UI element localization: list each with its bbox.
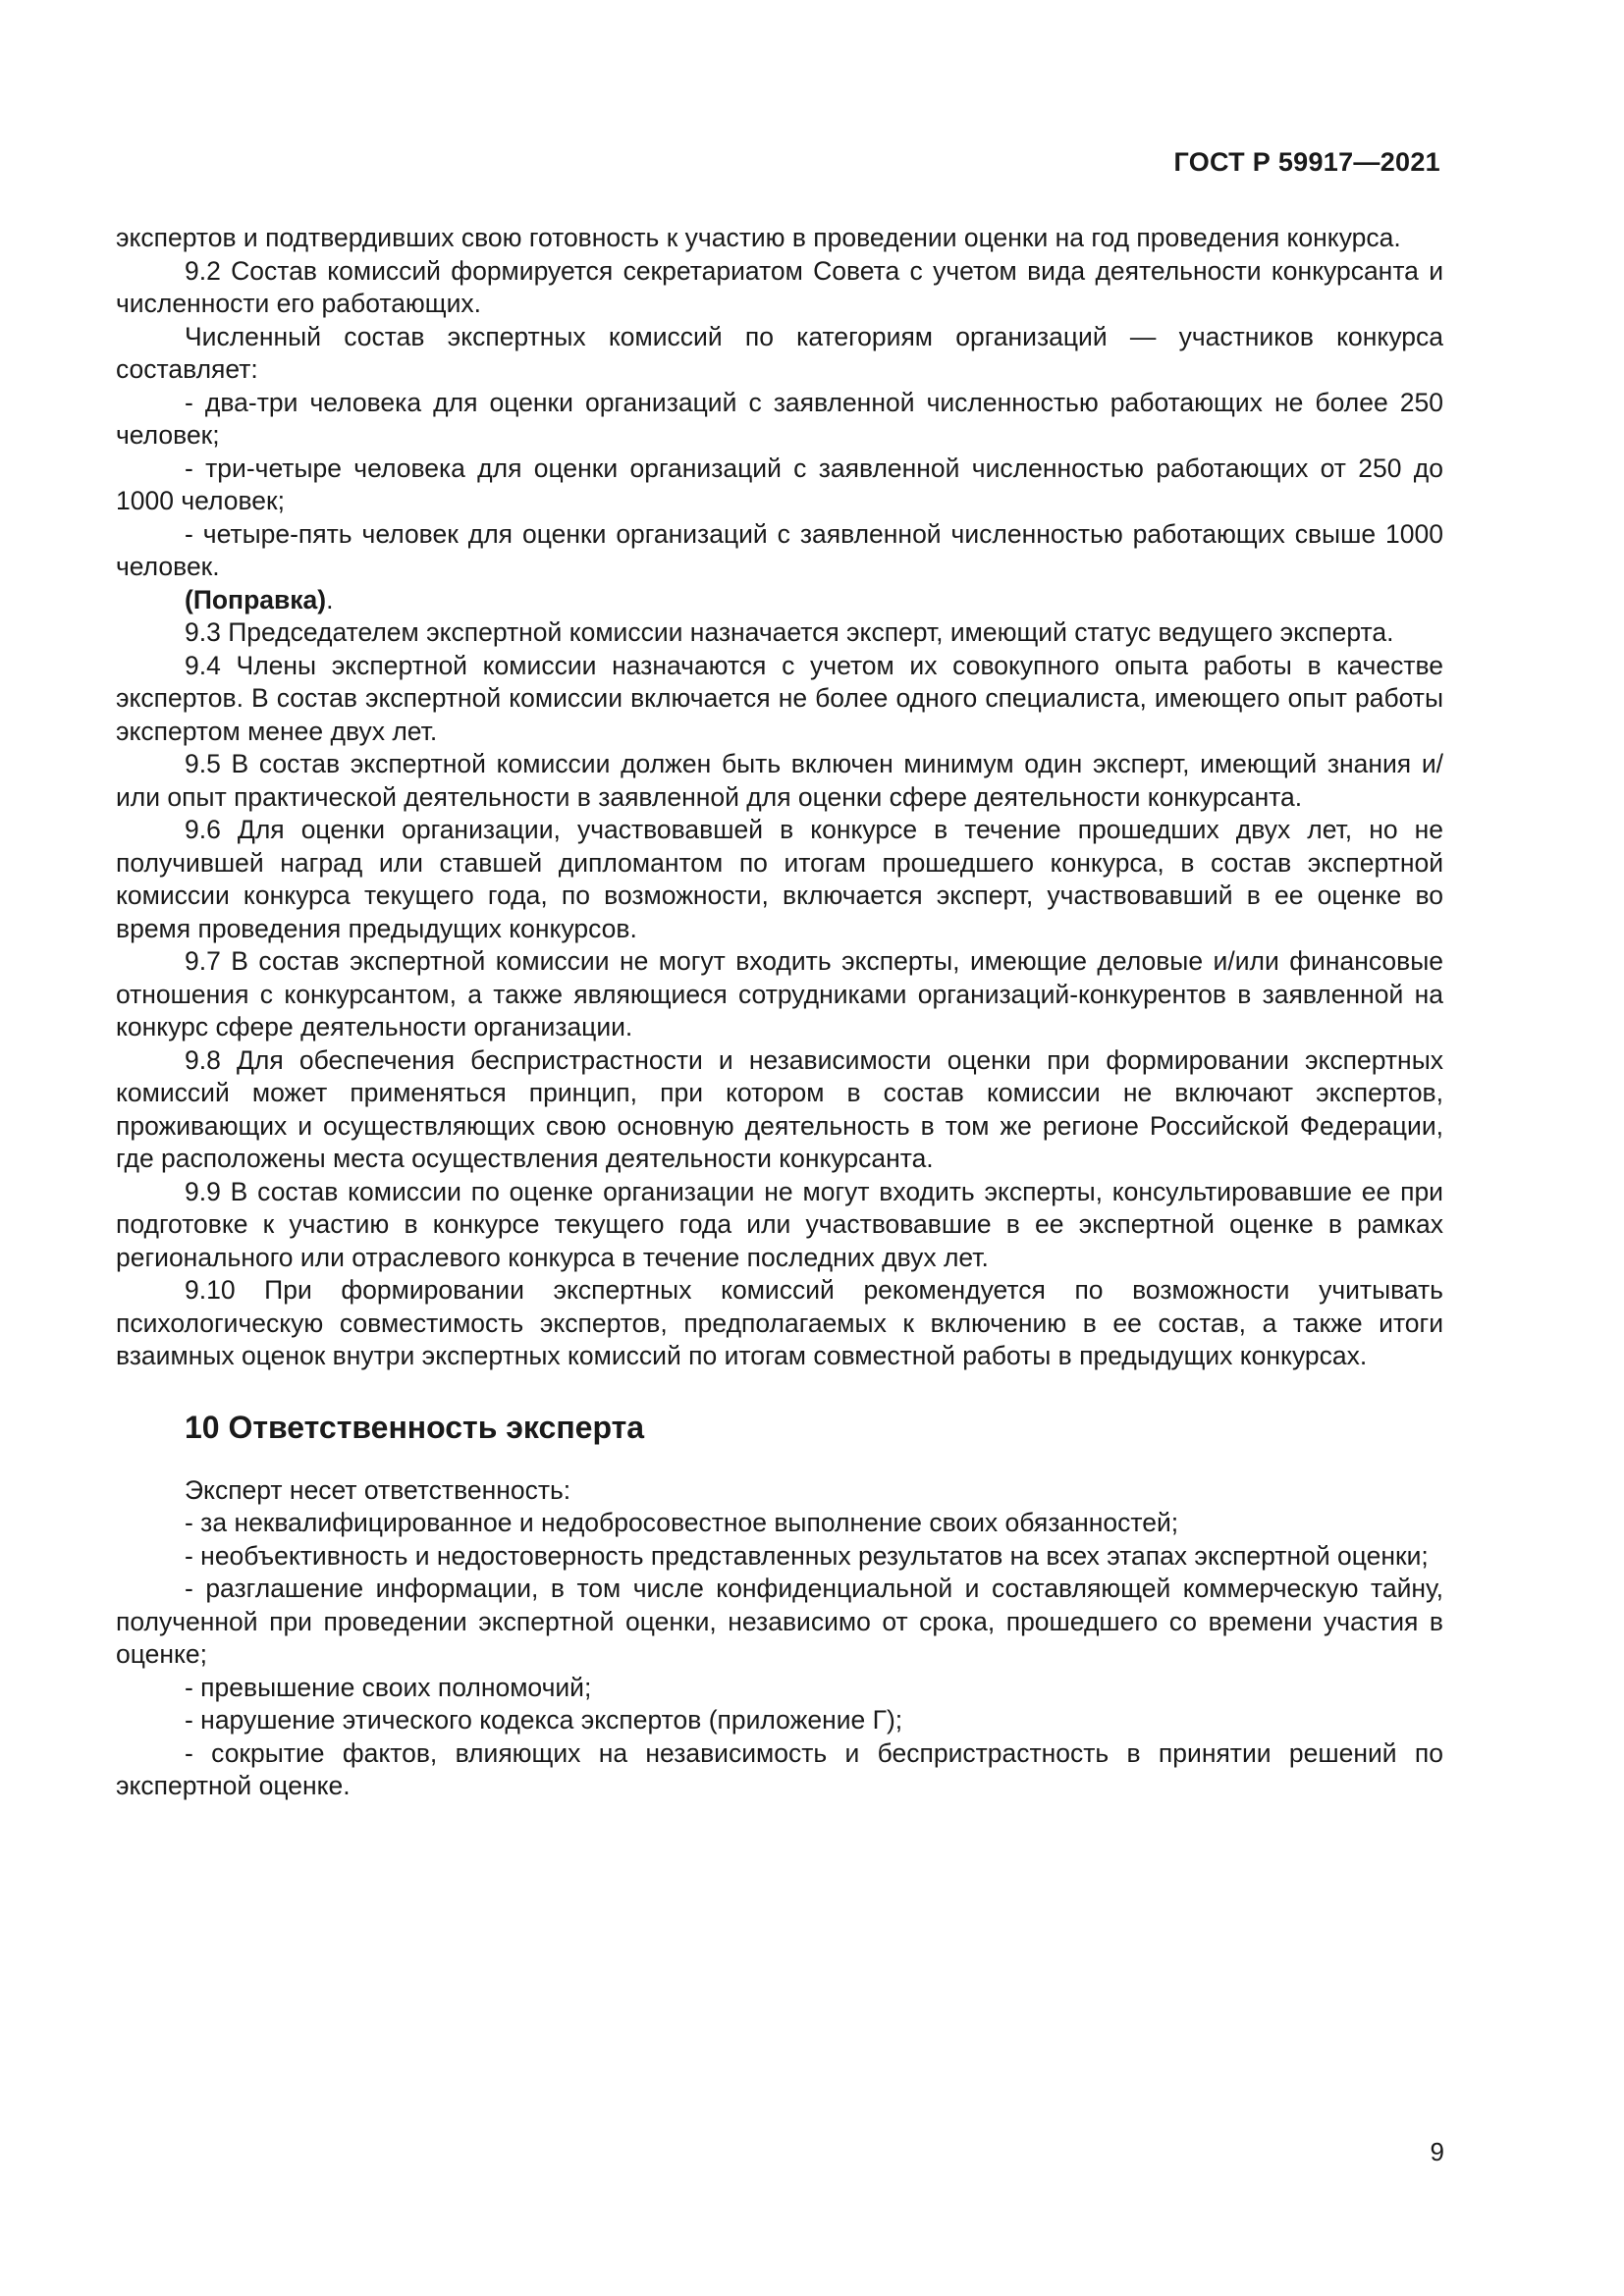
paragraph-9-9: 9.9 В состав комиссии по оценке организации не могут входить эксперты, консультировавшие ее при подготовке к участию в конкурсе текущего года или участвовавшие в ее экспертной оценке в рамках регионального или отраслевого конкурса в течение последних двух лет. (116, 1176, 1443, 1272)
paragraph-9-5: 9.5 В состав экспертной комиссии должен быть включен минимум один эксперт, имеющий знания и/или опыт практической деятельности в заявленной для оценки сфере деятельности конкурсанта. (116, 749, 1443, 812)
paragraph-9-6: 9.6 Для оценки организации, участвовавшей в конкурсе в течение прошедших двух лет, но не получившей наград или ставшей дипломантом по итогам прошедшего конкурса, в состав экспертной комиссии конкурса текущего года, по возможности, включается эксперт, участвовавший в ее оценке во время проведения предыдущих конкурсов. (116, 815, 1443, 943)
list-item-responsibility: - за неквалифицированное и недобросовестное выполнение своих обязанностей; (185, 1508, 1179, 1537)
standard-code-header: ГОСТ Р 59917—2021 (1173, 147, 1440, 177)
paragraph-9-3: 9.3 Председателем экспертной комиссии назначается эксперт, имеющий статус ведущего эксперта. (185, 617, 1394, 647)
paragraph-9-8: 9.8 Для обеспечения беспристрастности и независимости оценки при формировании экспертных комиссий может применяться принцип, при котором в состав комиссии не включают экспертов, проживающих и осуществляющих свою основную деятельность в том же регионе Российской Федерации, где расположены места осуществления деятельности конкурсанта. (116, 1044, 1443, 1173)
paragraph-9-4: 9.4 Члены экспертной комиссии назначаются с учетом их совокупного опыта работы в качестве экспертов. В состав экспертной комиссии включается не более одного специалиста, имеющего опыт работы экспертом менее двух лет. (116, 650, 1443, 746)
list-item-responsibility: - разглашение информации, в том числе конфиденциальной и составляющей коммерческую тайну, полученной при проведении экспертной оценки, независимо от срока, прошедшего со времени участия в оценке; (116, 1574, 1443, 1669)
page-number: 9 (1430, 2137, 1444, 2166)
list-item-size-250: - два-три человека для оценки организаций с заявленной численностью работающих не более 250 человек; (116, 387, 1443, 450)
amendment-period: . (326, 584, 334, 614)
paragraph-9-7: 9.7 В состав экспертной комиссии не могут входить эксперты, имеющие деловые и/или финансовые отношения с конкурсантом, а также являющиеся сотрудниками организаций-конкурентов в заявленной на конкурс сфере деятельности организации. (116, 946, 1443, 1041)
paragraph-responsibility-intro: Эксперт несет ответственность: (185, 1474, 571, 1505)
document-body (116, 222, 1443, 1803)
amendment-note (116, 584, 1443, 617)
section-10-title: 10 Ответственность эксперта (185, 1409, 645, 1445)
paragraph-9-2: 9.2 Состав комиссий формируется секретариатом Совета с учетом вида деятельности конкурсанта и численности его работающих. (116, 255, 1443, 318)
list-item-size-250-1000: - три-четыре человека для оценки организаций с заявленной численностью работающих от 250 до 1000 человек; (116, 453, 1443, 515)
paragraph-commission-size: Численный состав экспертных комиссий по категориям организаций — участников конкурса составляет: (116, 321, 1443, 384)
paragraph-9-10: 9.10 При формировании экспертных комиссий рекомендуется по возможности учитывать психологическую совместимость экспертов, предполагаемых к включению в ее состав, а также итоги взаимных оценок внутри экспертных комиссий по итогам совместной работы в предыдущих конкурсах. (116, 1275, 1443, 1370)
amendment-label: (Поправка) (185, 584, 327, 614)
list-item-responsibility: - нарушение этического кодекса экспертов (приложение Г); (185, 1705, 903, 1735)
paragraph-continuation: экспертов и подтвердивших свою готовность к участию в проведении оценки на год проведения конкурса. (116, 223, 1401, 252)
list-item-responsibility: - необъективность и недостоверность представленных результатов на всех этапах экспертной оценки; (185, 1540, 1429, 1571)
list-item-responsibility: - превышение своих полномочий; (185, 1672, 592, 1702)
list-item-size-1000: - четыре-пять человек для оценки организаций с заявленной численностью работающих свыше 1000 человек. (116, 518, 1443, 581)
list-item-responsibility: - сокрытие фактов, влияющих на независимость и беспристрастность в принятии решений по экспертной оценке. (116, 1737, 1443, 1800)
